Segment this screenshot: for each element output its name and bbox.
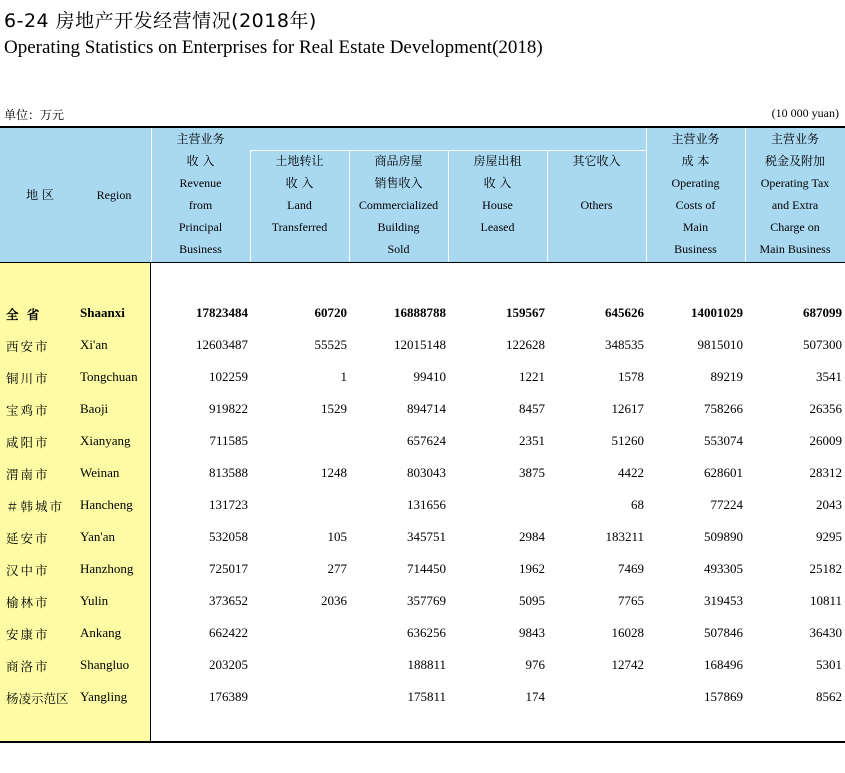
cell-land-transferred: 277 (327, 561, 347, 576)
table-row (0, 619, 845, 651)
cell-operating-tax: 5301 (816, 657, 842, 672)
cell-revenue: 725017 (209, 561, 248, 576)
cell-operating-costs: 493305 (704, 561, 743, 576)
page-title-chinese: 6-24 房地产开发经营情况(2018年) (4, 10, 317, 32)
cell-operating-costs: 758266 (704, 401, 743, 416)
region-name-en: Weinan (80, 465, 120, 480)
cell-operating-tax: 9295 (816, 529, 842, 544)
cell-house-leased: 2351 (519, 433, 545, 448)
header-region-en: Region (96, 188, 132, 202)
cell-others: 16028 (611, 625, 644, 640)
cell-commercialized-building: 12015148 (394, 337, 446, 352)
region-name-en: Hanzhong (80, 561, 134, 576)
cell-operating-tax: 36430 (809, 625, 842, 640)
cell-commercialized-building: 803043 (407, 465, 446, 480)
cell-house-leased: 174 (525, 689, 545, 704)
cell-commercialized-building: 16888788 (394, 305, 446, 320)
table-row (0, 555, 845, 587)
cell-operating-tax: 26356 (809, 401, 842, 416)
region-name-zh: 汉中市 (6, 563, 50, 578)
cell-operating-costs: 157869 (704, 689, 743, 704)
cell-commercialized-building: 175811 (407, 689, 446, 704)
region-name-en: Shangluo (80, 657, 130, 672)
header-land-transferred: 土地转让 收 入 Land Transferred (271, 154, 328, 234)
cell-revenue: 176389 (209, 689, 248, 704)
cell-commercialized-building: 131656 (407, 497, 446, 512)
header-commercialized-building: 商品房屋 销售收入 Commercialized Building Sold (358, 154, 439, 256)
cell-revenue: 662422 (209, 625, 248, 640)
page-title-english: Operating Statistics on Enterprises for Real Estate Development(2018) (4, 37, 543, 58)
cell-land-transferred: 1529 (321, 401, 347, 416)
region-name-en: Yangling (80, 689, 128, 704)
region-name-en: Ankang (80, 625, 122, 640)
region-name-zh: 渭南市 (6, 467, 50, 482)
table-row (0, 523, 845, 555)
cell-operating-costs: 319453 (704, 593, 743, 608)
region-name-zh: 西安市 (6, 339, 50, 354)
cell-operating-costs: 14001029 (691, 305, 743, 320)
region-name-zh: 咸阳市 (6, 435, 50, 450)
cell-operating-costs: 628601 (704, 465, 743, 480)
cell-operating-tax: 2043 (816, 497, 842, 512)
cell-operating-costs: 77224 (710, 497, 743, 512)
cell-commercialized-building: 357769 (407, 593, 446, 608)
table-row (0, 651, 845, 683)
cell-house-leased: 122628 (506, 337, 545, 352)
cell-house-leased: 5095 (519, 593, 545, 608)
cell-operating-tax: 28312 (809, 465, 842, 480)
cell-operating-tax: 507300 (803, 337, 842, 352)
cell-house-leased: 159567 (506, 305, 545, 320)
cell-others: 7765 (618, 593, 644, 608)
header-operating-tax: 主营业务 税金及附加 Operating Tax and Extra Charge on Main Business (759, 132, 831, 256)
cell-others: 645626 (605, 305, 644, 320)
cell-commercialized-building: 636256 (407, 625, 446, 640)
cell-operating-costs: 168496 (704, 657, 743, 672)
region-name-zh: 宝鸡市 (6, 403, 50, 418)
statistics-table (0, 126, 845, 743)
cell-commercialized-building: 894714 (407, 401, 446, 416)
cell-commercialized-building: 657624 (407, 433, 446, 448)
table-row (0, 683, 845, 715)
region-name-en: Yan'an (80, 529, 115, 544)
region-name-zh: 杨凌示范区 (6, 691, 69, 706)
cell-operating-tax: 3541 (816, 369, 842, 384)
cell-land-transferred: 55525 (314, 337, 347, 352)
cell-house-leased: 1962 (519, 561, 545, 576)
cell-revenue: 373652 (209, 593, 248, 608)
cell-others: 4422 (618, 465, 644, 480)
table-row (0, 427, 845, 459)
cell-revenue: 12603487 (196, 337, 248, 352)
unit-label-english: (10 000 yuan) (771, 106, 839, 120)
region-name-zh: 铜川市 (6, 371, 50, 386)
cell-operating-costs: 9815010 (697, 337, 743, 352)
cell-commercialized-building: 188811 (407, 657, 446, 672)
cell-operating-costs: 509890 (704, 529, 743, 544)
table-row (0, 491, 845, 523)
cell-house-leased: 3875 (519, 465, 545, 480)
cell-land-transferred: 60720 (314, 305, 347, 320)
cell-others: 7469 (618, 561, 644, 576)
cell-land-transferred: 2036 (321, 593, 347, 608)
cell-others: 12742 (611, 657, 644, 672)
cell-house-leased: 8457 (519, 401, 545, 416)
cell-revenue: 102259 (209, 369, 248, 384)
table-row (0, 363, 845, 395)
cell-revenue: 203205 (209, 657, 248, 672)
table-row (0, 459, 845, 491)
region-name-zh: 全 省 (6, 307, 42, 322)
header-operating-costs: 主营业务 成 本 Operating Costs of Main Business (671, 132, 720, 256)
cell-operating-tax: 687099 (803, 305, 842, 320)
header-revenue: 主营业务 收 入 Revenue from Principal Business (176, 132, 225, 256)
region-name-en: Hancheng (80, 497, 133, 512)
region-name-en: Yulin (80, 593, 109, 608)
table-row (0, 299, 845, 331)
table-body (0, 263, 845, 743)
cell-house-leased: 976 (525, 657, 545, 672)
table-row (0, 395, 845, 427)
cell-operating-tax: 26009 (809, 433, 842, 448)
table-row (0, 587, 845, 619)
cell-others: 12617 (611, 401, 644, 416)
region-name-en: Xi'an (80, 337, 108, 352)
cell-revenue: 131723 (209, 497, 248, 512)
cell-revenue: 711585 (209, 433, 248, 448)
region-name-zh: 延安市 (6, 531, 50, 546)
cell-others: 1578 (618, 369, 644, 384)
region-name-zh: 榆林市 (6, 595, 50, 610)
cell-others: 348535 (605, 337, 644, 352)
cell-revenue: 813588 (209, 465, 248, 480)
unit-label-chinese: 单位：万元 (4, 108, 65, 122)
cell-others: 183211 (605, 529, 644, 544)
header-house-leased: 房屋出租 收 入 House Leased (473, 154, 522, 234)
cell-operating-costs: 507846 (704, 625, 743, 640)
region-name-zh: 商洛市 (6, 659, 50, 674)
cell-house-leased: 2984 (519, 529, 545, 544)
region-name-zh: 安康市 (6, 627, 50, 642)
cell-revenue: 17823484 (196, 305, 248, 320)
cell-revenue: 919822 (209, 401, 248, 416)
cell-commercialized-building: 345751 (407, 529, 446, 544)
cell-operating-tax: 8562 (816, 689, 842, 704)
region-name-en: Tongchuan (80, 369, 138, 384)
cell-others: 68 (631, 497, 644, 512)
table-row (0, 331, 845, 363)
cell-revenue: 532058 (209, 529, 248, 544)
cell-land-transferred: 105 (327, 529, 347, 544)
region-name-en: Baoji (80, 401, 109, 416)
cell-land-transferred: 1 (340, 369, 347, 384)
cell-commercialized-building: 714450 (407, 561, 446, 576)
cell-commercialized-building: 99410 (413, 369, 446, 384)
header-region-zh: 地 区 (26, 188, 54, 202)
cell-operating-tax: 10811 (809, 593, 842, 608)
cell-operating-costs: 89219 (710, 369, 743, 384)
cell-operating-tax: 25182 (809, 561, 842, 576)
cell-others: 51260 (611, 433, 644, 448)
cell-house-leased: 1221 (519, 369, 545, 384)
cell-land-transferred: 1248 (321, 465, 347, 480)
table-header (0, 128, 845, 263)
region-name-en: Shaanxi (80, 305, 125, 320)
cell-operating-costs: 553074 (704, 433, 743, 448)
cell-house-leased: 9843 (519, 625, 545, 640)
region-name-zh: ＃韩城市 (6, 499, 65, 514)
region-name-en: Xianyang (80, 433, 131, 448)
header-others: 其它收入 Others (572, 154, 621, 212)
